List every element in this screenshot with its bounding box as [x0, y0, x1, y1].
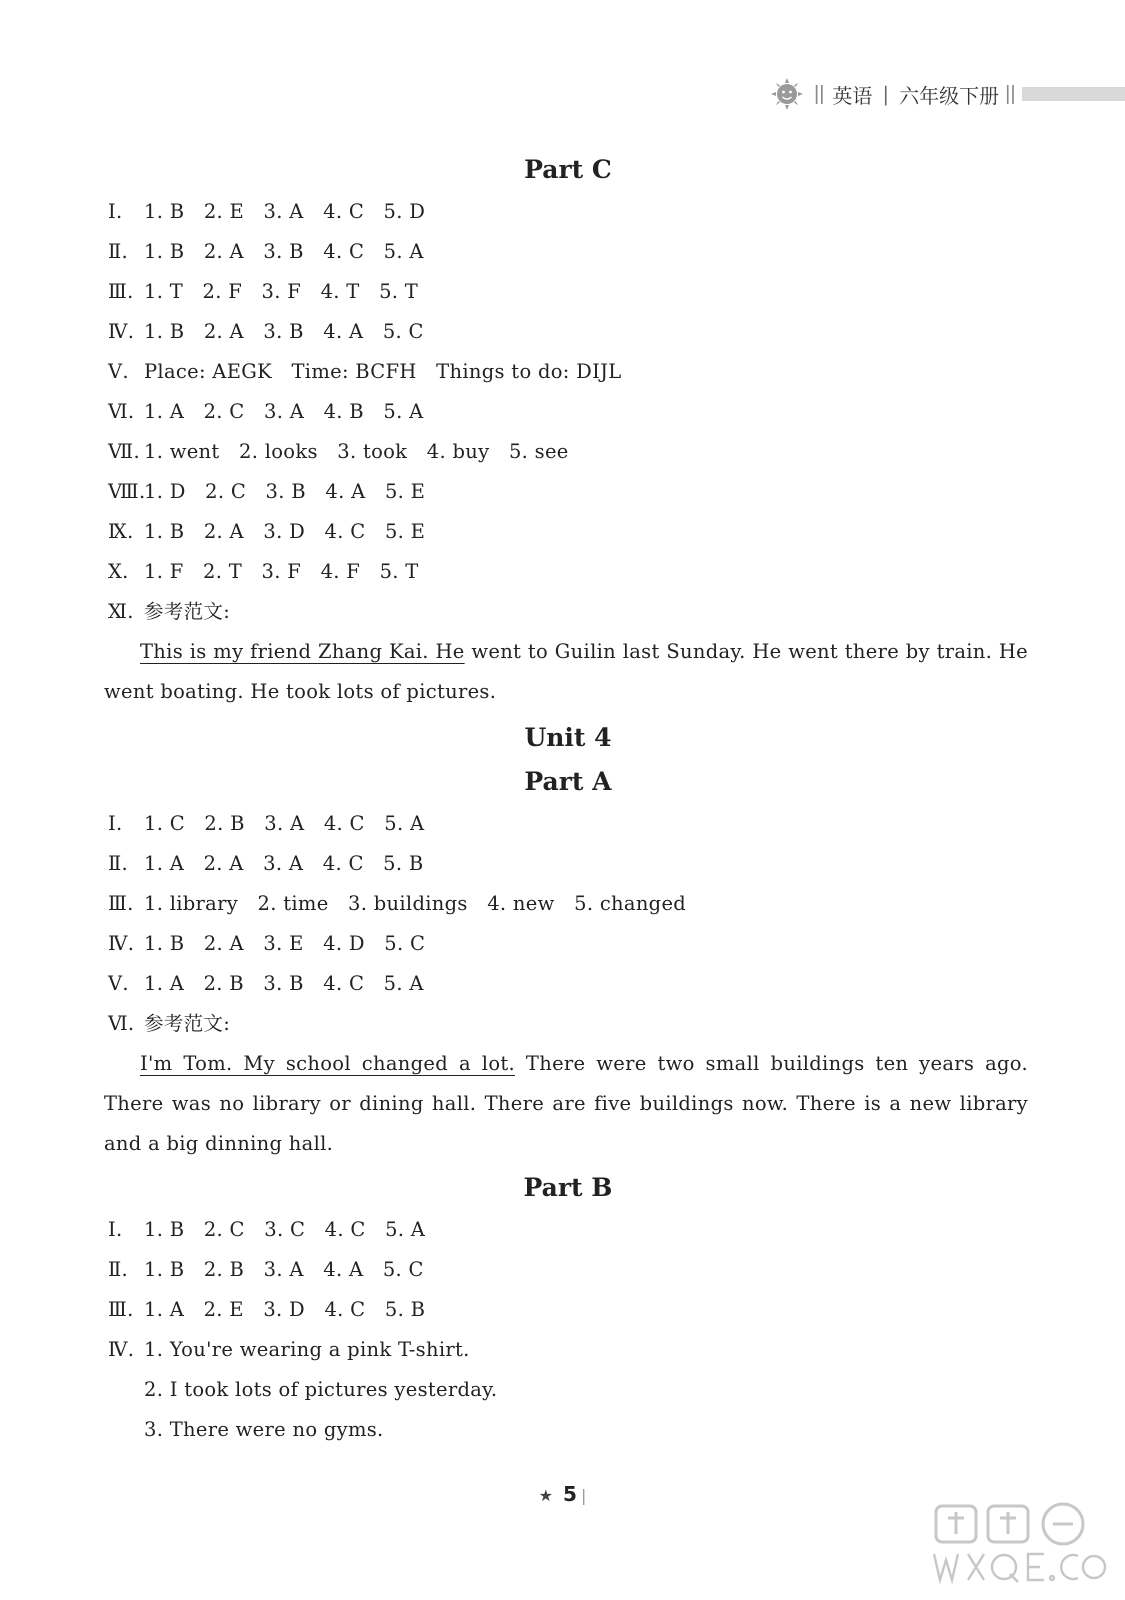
page-number: 5 — [563, 1482, 577, 1506]
answer-row — [108, 884, 1028, 924]
question-number: Ⅶ. — [108, 440, 140, 463]
header-bars: || — [814, 82, 825, 105]
answer-text: 1. D 2. C 3. B 4. A 5. E — [144, 480, 426, 503]
answer-text: 1. A 2. C 3. A 4. B 5. A — [144, 400, 424, 423]
star-icon: ★ — [538, 1486, 554, 1505]
section-title-part-a: Part A — [524, 767, 612, 796]
answer-row — [108, 432, 1028, 472]
question-number: Ⅲ. — [108, 1298, 134, 1321]
section-title-part-c: Part C — [524, 155, 612, 184]
answer-text: 1. B 2. A 3. B 4. A 5. C — [144, 320, 424, 343]
answer-row — [108, 592, 1028, 632]
answer-text: 1. B 2. C 3. C 4. C 5. A — [144, 1218, 426, 1241]
answer-text: 1. B 2. B 3. A 4. A 5. C — [144, 1258, 424, 1281]
question-number: Ⅷ. — [108, 480, 146, 503]
essay-underlined-start: This is my friend Zhang Kai. He — [140, 640, 465, 663]
answer-text: 1. B 2. A 3. D 4. C 5. E — [144, 520, 426, 543]
answer-key — [104, 148, 1029, 1450]
unit-title: Unit 4 — [524, 723, 612, 752]
answer-text: Place: AEGK Time: BCFH Things to do: DIJL — [144, 360, 622, 383]
question-number: Ⅳ. — [108, 932, 135, 955]
answer-row: 2. I took lots of pictures yesterday. — [144, 1378, 498, 1401]
answer-text: 1. T 2. F 3. F 4. T 5. T — [144, 280, 419, 303]
essay-body: went to Guilin last Sunday. He went there by train. He went boating. He took lots of pictures. — [104, 640, 1029, 703]
answer-text: 1. B 2. A 3. B 4. C 5. A — [144, 240, 424, 263]
answer-row — [108, 1330, 1028, 1370]
question-number: Ⅺ. — [108, 600, 134, 623]
answer-text: 1. You're wearing a pink T-shirt. — [144, 1338, 470, 1361]
answer-row — [108, 1210, 1028, 1250]
question-number: Ⅱ. — [108, 1258, 129, 1281]
answer-text: 1. A 2. E 3. D 4. C 5. B — [144, 1298, 426, 1321]
question-number: Ⅰ. — [108, 1218, 123, 1241]
header-band — [1022, 87, 1125, 101]
answer-row — [108, 192, 1028, 232]
header-bars: || — [1005, 82, 1016, 105]
header-divider: | — [882, 82, 890, 106]
part-a-rows — [108, 804, 1028, 1044]
answer-text: 1. went 2. looks 3. took 4. buy 5. see — [144, 440, 569, 463]
question-number: Ⅴ. — [108, 360, 129, 383]
question-number: Ⅱ. — [108, 852, 129, 875]
answer-text: 1. A 2. B 3. B 4. C 5. A — [144, 972, 424, 995]
answer-row: 3. There were no gyms. — [144, 1418, 384, 1441]
question-number: Ⅰ. — [108, 200, 123, 223]
header-grade: 六年级下册 — [899, 83, 1000, 108]
answer-row — [108, 392, 1028, 432]
answer-row — [108, 272, 1028, 312]
essay-underlined-start: I'm Tom. My school changed a lot. — [140, 1052, 515, 1075]
section-title-part-b: Part B — [523, 1173, 613, 1202]
answer-text: 1. library 2. time 3. buildings 4. new 5. changed — [144, 892, 687, 915]
answer-text: 参考范文: — [144, 600, 231, 623]
question-number: Ⅳ. — [108, 320, 135, 343]
question-number: Ⅳ. — [108, 1338, 135, 1361]
answer-row — [108, 312, 1028, 352]
question-number: Ⅰ. — [108, 812, 123, 835]
question-number: Ⅲ. — [108, 280, 134, 303]
answer-row — [108, 844, 1028, 884]
answer-text: 1. B 2. A 3. E 4. D 5. C — [144, 932, 426, 955]
answer-text: 1. C 2. B 3. A 4. C 5. A — [144, 812, 425, 835]
answer-row — [108, 804, 1028, 844]
part-c-rows — [108, 192, 1028, 632]
question-number: Ⅱ. — [108, 240, 129, 263]
answer-row — [108, 924, 1028, 964]
answer-row — [108, 552, 1028, 592]
answer-row — [108, 512, 1028, 552]
answer-row — [108, 232, 1028, 272]
sample-essay-part-c — [104, 632, 1028, 712]
answer-row — [108, 1250, 1028, 1290]
answer-row — [108, 964, 1028, 1004]
question-number: Ⅴ. — [108, 972, 129, 995]
question-number: Ⅵ. — [108, 1012, 135, 1035]
answer-row — [108, 352, 1028, 392]
answer-text: 参考范文: — [144, 1012, 231, 1035]
answer-text: 1. A 2. A 3. A 4. C 5. B — [144, 852, 424, 875]
answer-row — [108, 1290, 1028, 1330]
answer-text: 1. F 2. T 3. F 4. F 5. T — [144, 560, 419, 583]
sun-mascot-icon — [770, 77, 804, 111]
question-number: Ⅵ. — [108, 400, 135, 423]
header-subject: 英语 — [832, 83, 873, 108]
answer-row — [108, 472, 1028, 512]
page-header — [770, 74, 1125, 114]
answer-text: 1. B 2. E 3. A 4. C 5. D — [144, 200, 426, 223]
footer-tick: | — [580, 1486, 587, 1505]
watermark-logo-icon — [928, 1500, 1113, 1588]
question-number: Ⅲ. — [108, 892, 134, 915]
question-number: Ⅸ. — [108, 520, 134, 543]
question-number: Ⅹ. — [108, 560, 129, 583]
sample-essay-part-a — [104, 1044, 1028, 1164]
essay-body: There were two small buildings ten years ago. There was no library or dining hall. There are five buildings now. There is a new library and a big dinning hall. — [104, 1052, 1028, 1155]
answer-row — [108, 1004, 1028, 1044]
part-b-rows — [108, 1210, 1028, 1450]
